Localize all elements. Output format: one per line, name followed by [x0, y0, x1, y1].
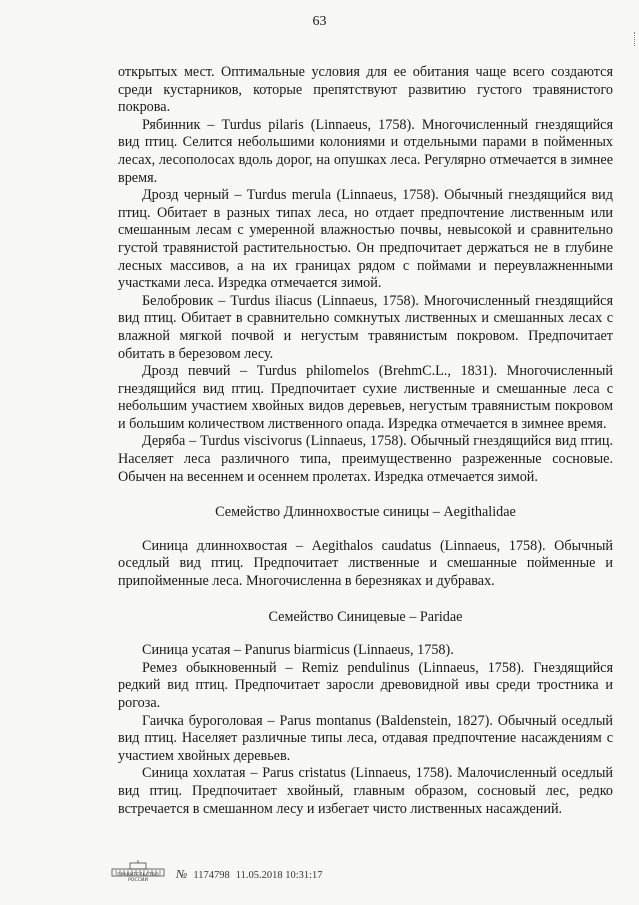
paragraph: Ремез обыкновенный – Remiz pendulinus (Linnaeus, 1758). Гнездящийся редкий вид птиц. Предпочитает заросли древовидной ивы среди тростника и рогоза. [118, 659, 613, 711]
paragraph: Синица усатая – Panurus biarmicus (Linnaeus, 1758). [142, 642, 454, 659]
document-datetime: 11.05.2018 10:31:17 [235, 870, 323, 881]
paragraph: Дрозд черный – Turdus merula (Linnaeus, 1758). Обычный гнездящийся вид птиц. Обитает в разных типах леса, но отдает предпочтение лиственным или смешанным лесам с умеренной влажностью почвы, невысокой и сравнительно густой травянистой растительностью. Он предпочитает держаться не в глубине лесных массивов, а на их границах рядом с поймами и переувлажненными участками леса. Изредка отмечается зимой. [118, 187, 613, 292]
paragraph: Гаичка буроголовая – Parus montanus (Baldenstein, 1827). Обычный оседлый вид птиц. Населяет различные типы леса, отдавая предпочтение насаждениям с участием хвойных деревьев. [118, 712, 613, 764]
footer [110, 860, 323, 882]
edge-scan-mark [628, 32, 635, 46]
paragraph: Белобровик – Turdus iliacus (Linnaeus, 1758). Многочисленный гнездящийся вид птиц. Обитает в сравнительно сомкнутых лиственных и смешанных лесах с влажной мягкой почвой и негустым травянистым покровом. Предпочитает обитать в березовом лесу. [118, 292, 613, 362]
page-number: 63 [312, 14, 327, 29]
document-number: 1174798 [193, 870, 230, 881]
paragraph: Деряба – Turdus viscivorus (Linnaeus, 1758). Обычный гнездящийся вид птиц. Населяет леса различного типа, преимущественно разреженные сосновые. Обычен на весеннем и осеннем пролетах. Изредка отмечается зимой. [118, 433, 613, 485]
paragraph: Дрозд певчий – Turdus philomelos (BrehmC.L., 1831). Многочисленный гнездящийся вид птиц. Предпочитает сухие лиственные и смешанные леса с небольшим участием хвойных видов деревьев, негустым травянистым покровом и большим количеством лиственного опада. Изредка отмечается в зимнее время. [118, 363, 613, 432]
paragraph: открытых мест. Оптимальные условия для ее обитания чаще всего создаются среди кустарников, которые препятствуют развитию густого травянистого покрова. [118, 64, 613, 116]
section-heading: Семейство Синицевые – Paridae [268, 608, 463, 625]
stamp-caption: ПРАВИТЕЛЬСТВО РОССИИ [117, 873, 159, 883]
government-stamp [110, 860, 166, 882]
paragraph: Синица хохлатая – Parus cristatus (Linnaeus, 1758). Малочисленный оседлый вид птиц. Предпочитает хвойный, главным образом, сосновый лес, редко встречается в смешанном лесу и избегает чисто лиственных насаждений. [118, 765, 613, 817]
document-registration [176, 867, 323, 882]
document-body [118, 64, 613, 818]
paragraph: Рябинник – Turdus pilaris (Linnaeus, 1758). Многочисленный гнездящийся вид птиц. Селится небольшими колониями и отдельными парами в пойменных лесах, лесополосах вдоль дорог, на опушках леса. Регулярно отмечается в зимнее время. [118, 116, 613, 186]
number-symbol: № [176, 867, 188, 881]
paragraph: Синица длиннохвостая – Aegithalos caudatus (Linnaeus, 1758). Обычный оседлый вид птиц. Предпочитает лиственные и смешанные пойменные и припойменные леса. Многочисленна в березняках и дубравах. [118, 537, 613, 590]
section-heading: Семейство Длиннохвостые синицы – Aegithalidae [215, 504, 516, 521]
